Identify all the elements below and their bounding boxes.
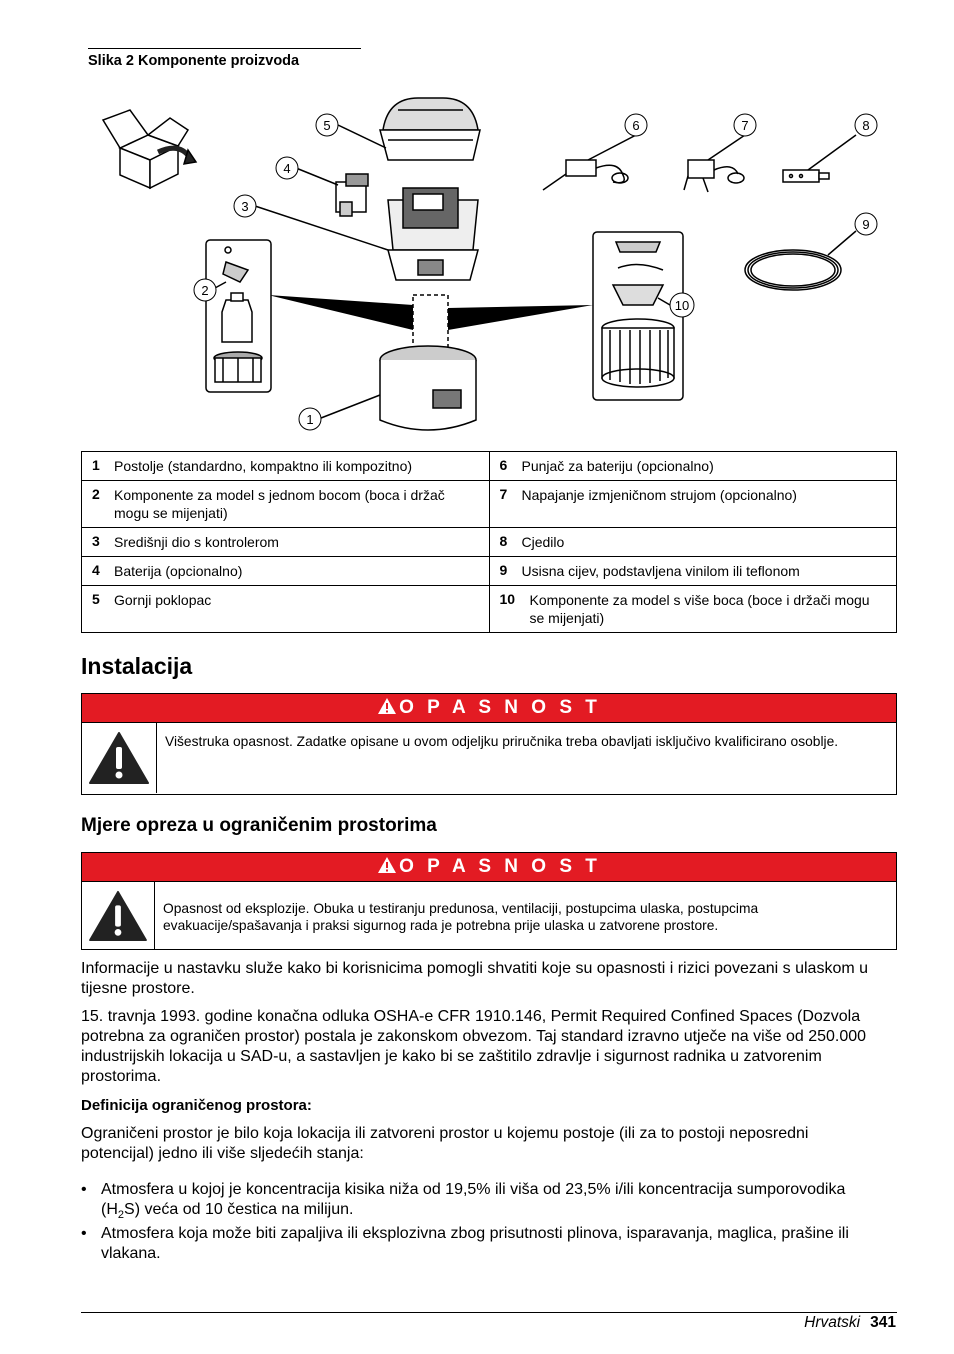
legend-cell: 10 Komponente za model s više boca (boce i držači mogu se mijenjati) [489, 586, 897, 633]
legend-cell: 4 Baterija (opcionalno) [82, 557, 490, 586]
danger-message: Višestruka opasnost. Zadatke opisane u ovom odjeljku priručnika treba obavljati isključivo kvalificirano osoblje. [165, 734, 839, 749]
svg-text:2: 2 [201, 283, 209, 298]
callout-4 [276, 157, 298, 179]
legend-cell: 7 Napajanje izmjeničnom strujom (opcionalno) [489, 481, 897, 528]
battery [336, 174, 368, 216]
danger-header: O P A S N O S T [82, 694, 896, 723]
callout-7 [734, 114, 756, 136]
definition-heading: Definicija ograničenog prostora: [81, 1097, 312, 1114]
svg-text:9: 9 [862, 217, 870, 232]
legend-cell: 2 Komponente za model s jednom bocom (boca i držač mogu se mijenjati) [82, 481, 490, 528]
svg-text:3: 3 [241, 199, 249, 214]
ac-power-supply [684, 160, 744, 192]
svg-text:5: 5 [323, 118, 331, 133]
warning-icon [88, 890, 148, 942]
page-number: 341 [870, 1314, 896, 1331]
legend-cell: 6 Punjač za bateriju (opcionalno) [489, 452, 897, 481]
list-item: • Atmosfera u kojoj je koncentracija kisika niža od 19,5% ili viša od 23,5% i/ili koncentracija sumporovodika $(H_2S)$ veća od 10 čestica na milijun. [81, 1180, 861, 1225]
danger-box-2 [81, 852, 897, 950]
bullet-mark: • [81, 1181, 87, 1198]
svg-text:4: 4 [283, 161, 291, 176]
bullet-mark: • [81, 1225, 87, 1242]
single-bottle-panel [206, 240, 271, 392]
warning-triangle-icon [377, 697, 397, 715]
legend-table [81, 451, 897, 633]
paragraph-osha: 15. travnja 1993. godine konačna odluka OSHA-e CFR 1910.146, Permit Required Confined Spaces (Dozvola potrebna za ograničen prostor) postala je zakonskom obvezom. Taj standard izravno utječe na više od 250.000 industrijskih lokacija u SAD-u, a sastavljen je kako bi se zaštitilo zdravlje i sigurnost radnika u zatvorenim prostorima. [81, 1008, 867, 1085]
svg-text:6: 6 [632, 118, 640, 133]
table-row [82, 452, 897, 481]
table-row [82, 481, 897, 528]
section-title-installation: Instalacija [81, 653, 193, 679]
top-lid [380, 98, 480, 160]
svg-text:7: 7 [741, 118, 749, 133]
legend-cell: 9 Usisna cijev, podstavljena vinilom ili teflonom [489, 557, 897, 586]
callout-1 [299, 408, 321, 430]
center-section [388, 188, 478, 280]
legend-cell: 5 Gornji poklopac [82, 586, 490, 633]
box-icon [103, 110, 196, 188]
danger-message: Opasnost od eksplozije. Obuka u testiranju predunosa, ventilaciji, postupcima ulaska, postupcima evakuacije/spašavanja i praksi sigurnog rada je potrebna prije ulaska u zatvorene prostore. [163, 901, 759, 933]
danger-icon-cell [82, 882, 155, 949]
legend-cell: 8 Cjedilo [489, 528, 897, 557]
battery-charger [543, 160, 628, 190]
danger-icon-cell [82, 723, 157, 793]
callout-8 [855, 114, 877, 136]
list-item: • Atmosfera koja može biti zapaljiva ili eksplozivna zbog prisutnosti plinova, isparavanja, maglica, prašine ili vlakana. [81, 1225, 849, 1262]
multi-bottle-panel [593, 232, 683, 400]
table-row [82, 528, 897, 557]
legend-cell: 1 Postolje (standardno, kompaktno ili kompozitno) [82, 452, 490, 481]
callout-2 [194, 279, 216, 301]
svg-text:10: 10 [674, 298, 690, 313]
product-components-figure [88, 90, 886, 440]
callout-9 [855, 213, 877, 235]
table-row [82, 557, 897, 586]
footer-rule [81, 1312, 897, 1313]
paragraph-intro: Informacije u nastavku služe kako bi korisnicima pomogli shvatiti koje su opasnosti i rizici povezani s ulaskom u tijesne prostore. [81, 960, 869, 997]
footer [804, 1314, 896, 1332]
footer-language: Hrvatski [804, 1314, 861, 1331]
paragraph-definition: Ograničeni prostor je bilo koja lokacija ili zatvoreni prostor u kojemu postoje (ili za to postoji neposredni potencijal) jedno ili više sljedećih stanja: [81, 1125, 809, 1162]
warning-icon [88, 731, 150, 785]
callout-6 [625, 114, 647, 136]
danger-box-1 [81, 693, 897, 795]
svg-text:1: 1 [306, 412, 314, 427]
section-title-confined-spaces: Mjere opreza u ograničenim prostorima [81, 815, 437, 836]
intake-tubing [745, 250, 841, 290]
callout-5 [316, 114, 338, 136]
callout-10 [670, 293, 694, 317]
warning-triangle-icon [377, 856, 397, 874]
table-row [82, 586, 897, 633]
legend-cell: 3 Središnji dio s kontrolerom [82, 528, 490, 557]
svg-text:8: 8 [862, 118, 870, 133]
danger-header: O P A S N O S T [82, 853, 896, 882]
callout-3 [234, 195, 256, 217]
strainer [783, 170, 829, 182]
figure-caption: Slika 2 Komponente proizvoda [88, 48, 361, 69]
